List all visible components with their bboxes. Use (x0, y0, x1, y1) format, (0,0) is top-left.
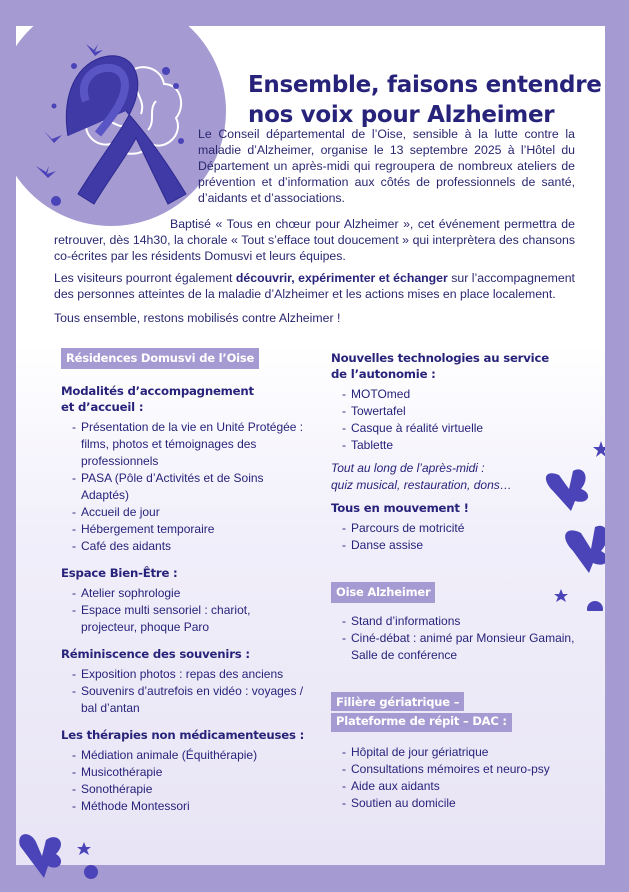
list-item: - Souvenirs d’autrefois en vidéo : voyages / bal d’antan (61, 683, 331, 717)
heading-bien-etre: Espace Bien-Être : (61, 566, 178, 580)
heading-technologies (331, 350, 599, 382)
intro-p3-highlight: découvrir, expérimenter et échanger (235, 271, 448, 285)
list-item: - Parcours de motricité (331, 520, 599, 537)
list-item: - Hôpital de jour gériatrique (331, 744, 599, 761)
list-item: - Méthode Montessori (61, 798, 331, 815)
list-item: - Présentation de la vie en Unité Protégée : films, photos et témoignages des professionnels (61, 419, 331, 470)
title-line-1: Ensemble, faisons entendre (248, 72, 602, 98)
heading-mouvement: Tous en mouvement ! (331, 501, 469, 515)
heading-modalites-l1: Modalités d’accompagnement (61, 384, 254, 398)
list-item: - Atelier sophrologie (61, 585, 331, 602)
list-item: - Sonothérapie (61, 781, 331, 798)
heading-tech-l1: Nouvelles technologies au service (331, 351, 549, 365)
list-bien-etre (61, 585, 331, 636)
list-modalites (61, 419, 331, 555)
intro-p3-a: Les visiteurs pourront également (54, 271, 236, 285)
content-card (16, 26, 605, 865)
list-oise-alzheimer (331, 613, 599, 664)
intro-paragraph-3 (54, 270, 575, 302)
list-item: - MOTOmed (331, 386, 599, 403)
list-item: - Towertafel (331, 403, 599, 420)
tag-domusvi: Résidences Domusvi de l’Oise (61, 348, 259, 369)
list-item: - Espace multi sensoriel : chariot, projecteur, phoque Paro (61, 602, 331, 636)
heading-modalites (61, 383, 331, 415)
heading-tech-l2: de l’autonomie : (331, 367, 436, 381)
tag-filiere (331, 692, 599, 732)
tag-oise-alzheimer: Oise Alzheimer (331, 582, 435, 603)
list-item: - Soutien au domicile (331, 795, 599, 812)
list-item: - Café des aidants (61, 538, 331, 555)
list-item: - Tablette (331, 437, 599, 454)
list-item: - Médiation animale (Équithérapie) (61, 747, 331, 764)
afternoon-note-l2: quiz musical, restauration, dons… (331, 478, 512, 492)
intro-paragraph-4: Tous ensemble, restons mobilisés contre Alzheimer ! (54, 311, 341, 325)
list-item: - Consultations mémoires et neuro-psy (331, 761, 599, 778)
list-item: - Danse assise (331, 537, 599, 554)
list-reminiscence (61, 666, 331, 717)
list-item: - Exposition photos : repas des anciens (61, 666, 331, 683)
list-item: - Hébergement temporaire (61, 521, 331, 538)
list-item: - PASA (Pôle d’Activités et de Soins Adaptés) (61, 470, 331, 504)
page-title (248, 70, 608, 130)
butterfly-icon (541, 431, 605, 611)
list-filiere (331, 744, 599, 812)
list-item: - Stand d’informations (331, 613, 599, 630)
heading-reminiscence: Réminiscence des souvenirs : (61, 647, 250, 661)
list-therapies (61, 747, 331, 815)
tag-filiere-l1: Filière gériatrique – (331, 692, 464, 711)
intro-paragraph-2: Baptisé « Tous en chœur pour Alzheimer », cet événement permettra de retrouver, dès 14h30, la chorale « Tout s’efface tout doucement » qui interprètera des chansons co-écrites par les résidents Domusvi et leurs équipes. (54, 217, 575, 263)
list-item: - Aide aux aidants (331, 778, 599, 795)
afternoon-note-l1: Tout au long de l’après-midi : (331, 461, 485, 475)
tag-filiere-l2: Plateforme de répit – DAC : (331, 713, 512, 732)
heading-therapies: Les thérapies non médicamenteuses : (61, 728, 305, 742)
butterfly-icon (16, 826, 116, 886)
intro-paragraph-1: Le Conseil départemental de l’Oise, sensible à la lutte contre la maladie d’Alzheimer, organise le 13 septembre 2025 à l’Hôtel du Département un après-midi qui regroupera de nombreux ateliers de prévention et d’information aux côtés de professionnels de santé, d’aidants et d’associations. (198, 127, 575, 205)
list-item: - Musicothérapie (61, 764, 331, 781)
list-item: - Ciné-débat : animé par Monsieur Gamain, Salle de conférence (331, 630, 599, 664)
list-item: - Casque à réalité virtuelle (331, 420, 599, 437)
list-item: - Accueil de jour (61, 504, 331, 521)
heading-modalites-l2: et d’accueil : (61, 400, 144, 414)
left-column (61, 348, 331, 815)
title-line-2: nos voix pour Alzheimer (248, 102, 555, 128)
intro-p3-c: sur l’accompagnement des personnes atteintes de la maladie d’Alzheimer et les actions mises en place localement. (54, 271, 575, 301)
